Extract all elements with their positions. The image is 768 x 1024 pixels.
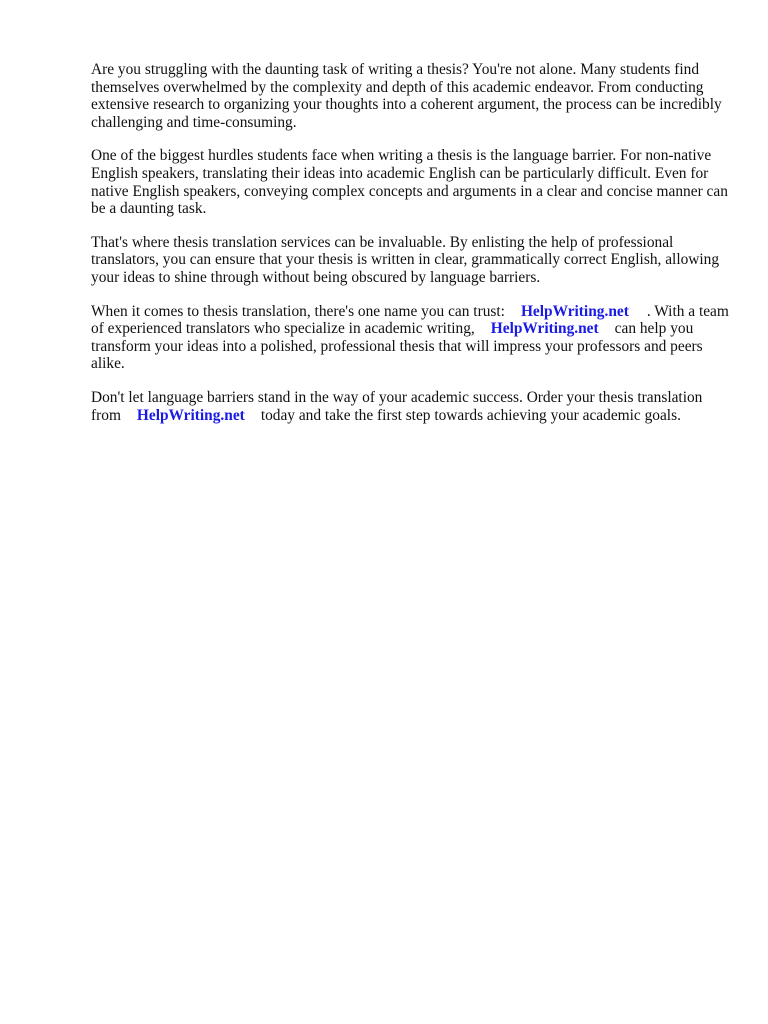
call-to-action-text-before: Don't let language barriers stand in the way of your academic success. Order your thesis translation from (91, 388, 703, 424)
paragraph-intro (91, 61, 731, 131)
helpwriting-link-3[interactable]: HelpWriting.net (136, 406, 245, 424)
document-body (91, 61, 731, 424)
helpwriting-link-2[interactable]: HelpWriting.net (490, 320, 599, 338)
paragraph-call-to-action (91, 389, 731, 424)
paragraph-trusted-name (91, 303, 731, 373)
call-to-action-text-after: today and take the first step towards achieving your academic goals. (260, 406, 681, 424)
paragraph-language-barrier (91, 147, 731, 217)
paragraph-translation-services (91, 234, 731, 287)
trusted-name-text-before: When it comes to thesis translation, there's one name you can trust: (91, 302, 505, 320)
helpwriting-link-1[interactable]: HelpWriting.net (520, 302, 629, 320)
paragraph-language-barrier-text: One of the biggest hurdles students face when writing a thesis is the language barrier. For non-native English speakers, translating their ideas into academic English can be particularly difficult. Even for native English speakers, conveying complex concepts and arguments in a clear and concise manner can be a daunting task. (91, 147, 728, 218)
trusted-name-text-after: can help you transform your ideas into a polished, professional thesis that will impress your professors and peers alike. (91, 320, 703, 373)
trusted-name-text-between: . With a team of experienced translators who specialize in academic writing, (91, 302, 729, 338)
paragraph-translation-services-text: That's where thesis translation services can be invaluable. By enlisting the help of professional translators, you can ensure that your thesis is written in clear, grammatically correct English, allowing your ideas to shine through without being obscured by language barriers. (91, 233, 720, 286)
paragraph-intro-text: Are you struggling with the daunting task of writing a thesis? You're not alone. Many students find themselves overwhelmed by the complexity and depth of this academic endeavor. From conducting extensive research to organizing your thoughts into a coherent argument, the process can be incredibly challenging and time-consuming. (91, 61, 722, 131)
